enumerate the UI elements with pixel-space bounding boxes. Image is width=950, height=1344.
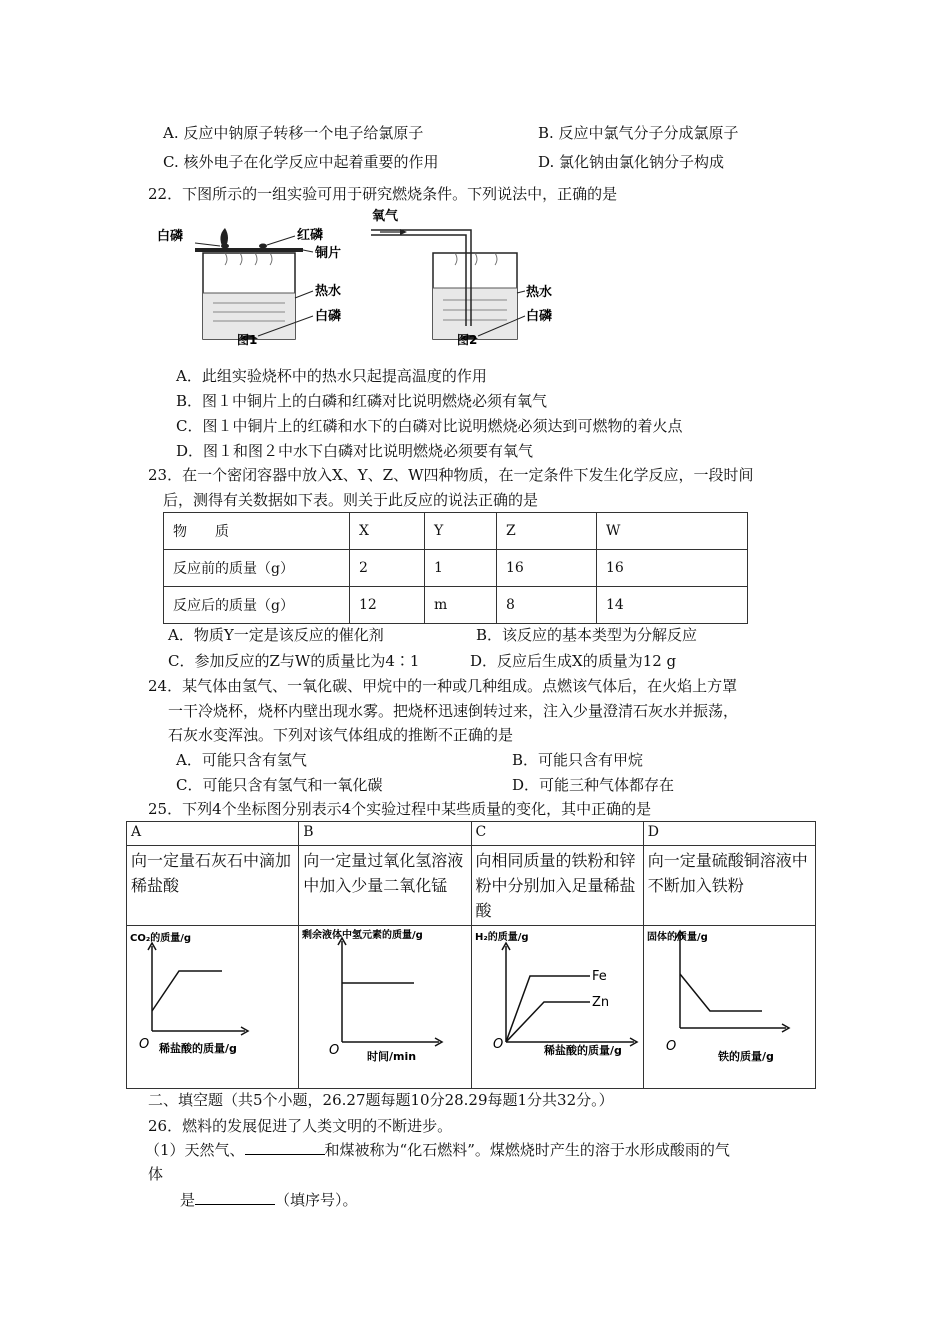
graph-b-svg — [299, 926, 459, 1084]
fig1-label-white-p: 白磷 — [157, 229, 184, 244]
q25-stem: 25．下列4个坐标图分别表示4个实验过程中某些质量的变化，其中正确的是 — [148, 800, 652, 818]
q25-letter-a: A — [127, 822, 299, 846]
table-cell: 物 质 — [164, 513, 350, 550]
table-row — [164, 550, 748, 587]
graph-a-xlabel: 稀盐酸的质量/g — [159, 1042, 237, 1055]
fig1-label-white-p2: 白磷 — [315, 309, 342, 324]
q24-option-c: C．可能只含有氢气和一氧化碳 — [176, 776, 383, 794]
section2-heading: 二、填空题（共5个小题，26.27题每题10分28.29每题1分共32分。） — [148, 1091, 614, 1109]
table-cell: 16 — [497, 550, 597, 587]
graph-d-origin: O — [665, 1039, 676, 1054]
q26-blank-2[interactable] — [195, 1190, 275, 1205]
table-cell: 8 — [497, 587, 597, 624]
q26-p1-d: 是 — [180, 1191, 196, 1209]
q23-table — [163, 512, 748, 624]
graph-d-xlabel: 铁的质量/g — [717, 1050, 774, 1063]
q25-graph-row — [127, 926, 816, 1089]
graph-b-origin: O — [329, 1043, 340, 1058]
table-cell: 14 — [597, 587, 748, 624]
q24-option-a: A．可能只含有氢气 — [176, 751, 307, 769]
q21-option-b: B. 反应中氯气分子分成氯原子 — [538, 124, 739, 142]
q26-p1-b: 和煤被称为“化石燃料”。煤燃烧时产生的溶于水形成酸雨的气 — [324, 1141, 730, 1159]
table-row — [164, 587, 748, 624]
q22-stem: 22．下图所示的一组实验可用于研究燃烧条件。下列说法中，正确的是 — [148, 185, 618, 203]
graph-b-xlabel: 时间/min — [367, 1050, 417, 1063]
q22-option-a: A．此组实验烧杯中的热水只起提高温度的作用 — [176, 367, 487, 385]
q26-stem: 26．燃料的发展促进了人类文明的不断进步。 — [148, 1117, 453, 1135]
table-cell: 12 — [350, 587, 425, 624]
q21-option-d: D. 氯化钠由氯化钠分子构成 — [538, 153, 725, 171]
q21-option-a: A. 反应中钠原子转移一个电子给氯原子 — [163, 124, 424, 142]
graph-c-xlabel: 稀盐酸的质量/g — [543, 1044, 622, 1057]
q23-option-c: C．参加反应的Z与W的质量比为4∶1 — [168, 652, 420, 670]
q26-p1-c: 体 — [148, 1165, 164, 1183]
q24-line1: 24．某气体由氢气、一氧化碳、甲烷中的一种或几种组成。点燃该气体后，在火焰上方罩 — [148, 677, 738, 695]
q25-desc-a: 向一定量石灰石中滴加稀盐酸 — [127, 846, 299, 926]
q22-figure — [155, 208, 555, 348]
table-cell: W — [597, 513, 748, 550]
q25-letter-row — [127, 822, 816, 846]
q25-letter-c: C — [471, 822, 643, 846]
graph-c-series-zn: Zn — [591, 995, 609, 1010]
table-cell: 反应前的质量（g） — [164, 550, 350, 587]
fig1-caption: 图1 — [237, 333, 258, 347]
graph-d-svg — [644, 926, 804, 1084]
q25-table — [126, 821, 816, 1089]
q24-option-b: B．可能只含有甲烷 — [512, 751, 644, 769]
q25-desc-row — [127, 846, 816, 926]
q25-graph-a — [127, 926, 299, 1089]
q22-option-d: D．图１和图２中水下白磷对比说明燃烧必须要有氧气 — [176, 442, 534, 460]
fig2-caption: 图2 — [457, 333, 478, 347]
q22-option-b: B．图１中铜片上的白磷和红磷对比说明燃烧必须有氧气 — [176, 392, 548, 410]
fig2-label-oxygen: 氧气 — [372, 209, 399, 224]
fig2-apparatus — [371, 208, 552, 347]
q24-line3: 石灰水变浑浊。下列对该气体组成的推断不正确的是 — [168, 726, 514, 744]
graph-c-origin: O — [492, 1037, 503, 1052]
q23-option-b: B．该反应的基本类型为分解反应 — [476, 626, 698, 644]
q23-stem-line1: 23．在一个密闭容器中放入X、Y、Z、W四种物质，在一定条件下发生化学反应，一段时间 — [148, 466, 754, 484]
q26-p1-a: （1）天然气、 — [145, 1141, 245, 1159]
graph-b-ylabel: 剩余液体中氢元素的质量/g — [302, 930, 424, 941]
q26-p1-e: （填序号）。 — [275, 1191, 358, 1209]
q24-option-d: D．可能三种气体都存在 — [512, 776, 675, 794]
table-cell: 2 — [350, 550, 425, 587]
q25-graph-b — [299, 926, 471, 1089]
fig2-label-hot-water: 热水 — [526, 285, 553, 300]
graph-a-svg — [127, 926, 287, 1084]
fig1-label-hot-water: 热水 — [315, 284, 342, 299]
q25-graph-d — [643, 926, 815, 1089]
fig1-apparatus — [157, 227, 341, 347]
table-cell: X — [350, 513, 425, 550]
q26-part1-cont — [180, 1189, 358, 1210]
q25-desc-c: 向相同质量的铁粉和锌粉中分别加入足量稀盐酸 — [471, 846, 643, 926]
table-cell: Y — [425, 513, 497, 550]
q23-option-d: D．反应后生成X的质量为12 g — [470, 652, 677, 670]
q25-letter-d: D — [643, 822, 815, 846]
table-cell: m — [425, 587, 497, 624]
q22-option-c: C．图１中铜片上的红磷和水下的白磷对比说明燃烧必须达到可燃物的着火点 — [176, 417, 683, 435]
table-cell: Z — [497, 513, 597, 550]
q26-blank-1[interactable] — [245, 1140, 325, 1155]
q25-desc-b: 向一定量过氧化氢溶液中加入少量二氧化锰 — [299, 846, 471, 926]
q24-line2: 一干冷烧杯，烧杯内壁出现水雾。把烧杯迅速倒转过来，注入少量澄清石灰水并振荡， — [168, 702, 739, 720]
graph-c-ylabel: H₂的质量/g — [474, 932, 529, 943]
q23-stem-line2: 后，测得有关数据如下表。则关于此反应的说法正确的是 — [163, 491, 539, 509]
q25-graph-c — [471, 926, 643, 1089]
graph-c-svg — [472, 926, 662, 1084]
fig1-label-red-p: 红磷 — [297, 228, 324, 243]
q23-option-a: A．物质Y一定是该反应的催化剂 — [168, 626, 384, 644]
graph-d-ylabel: 固体的质量/g — [646, 932, 708, 943]
q25-letter-b: B — [299, 822, 471, 846]
fig1-label-cu: 铜片 — [315, 246, 342, 261]
table-cell: 1 — [425, 550, 497, 587]
table-cell: 反应后的质量（g） — [164, 587, 350, 624]
graph-a-origin: O — [139, 1037, 150, 1052]
q26-part1 — [145, 1139, 730, 1160]
q21-option-c: C. 核外电子在化学反应中起着重要的作用 — [163, 153, 439, 171]
table-header-row — [164, 513, 748, 550]
graph-c-series-fe: Fe — [591, 969, 607, 984]
graph-a-ylabel: CO₂的质量/g — [130, 933, 192, 944]
fig2-label-white-p: 白磷 — [526, 309, 553, 324]
q25-desc-d: 向一定量硫酸铜溶液中不断加入铁粉 — [643, 846, 815, 926]
table-cell: 16 — [597, 550, 748, 587]
